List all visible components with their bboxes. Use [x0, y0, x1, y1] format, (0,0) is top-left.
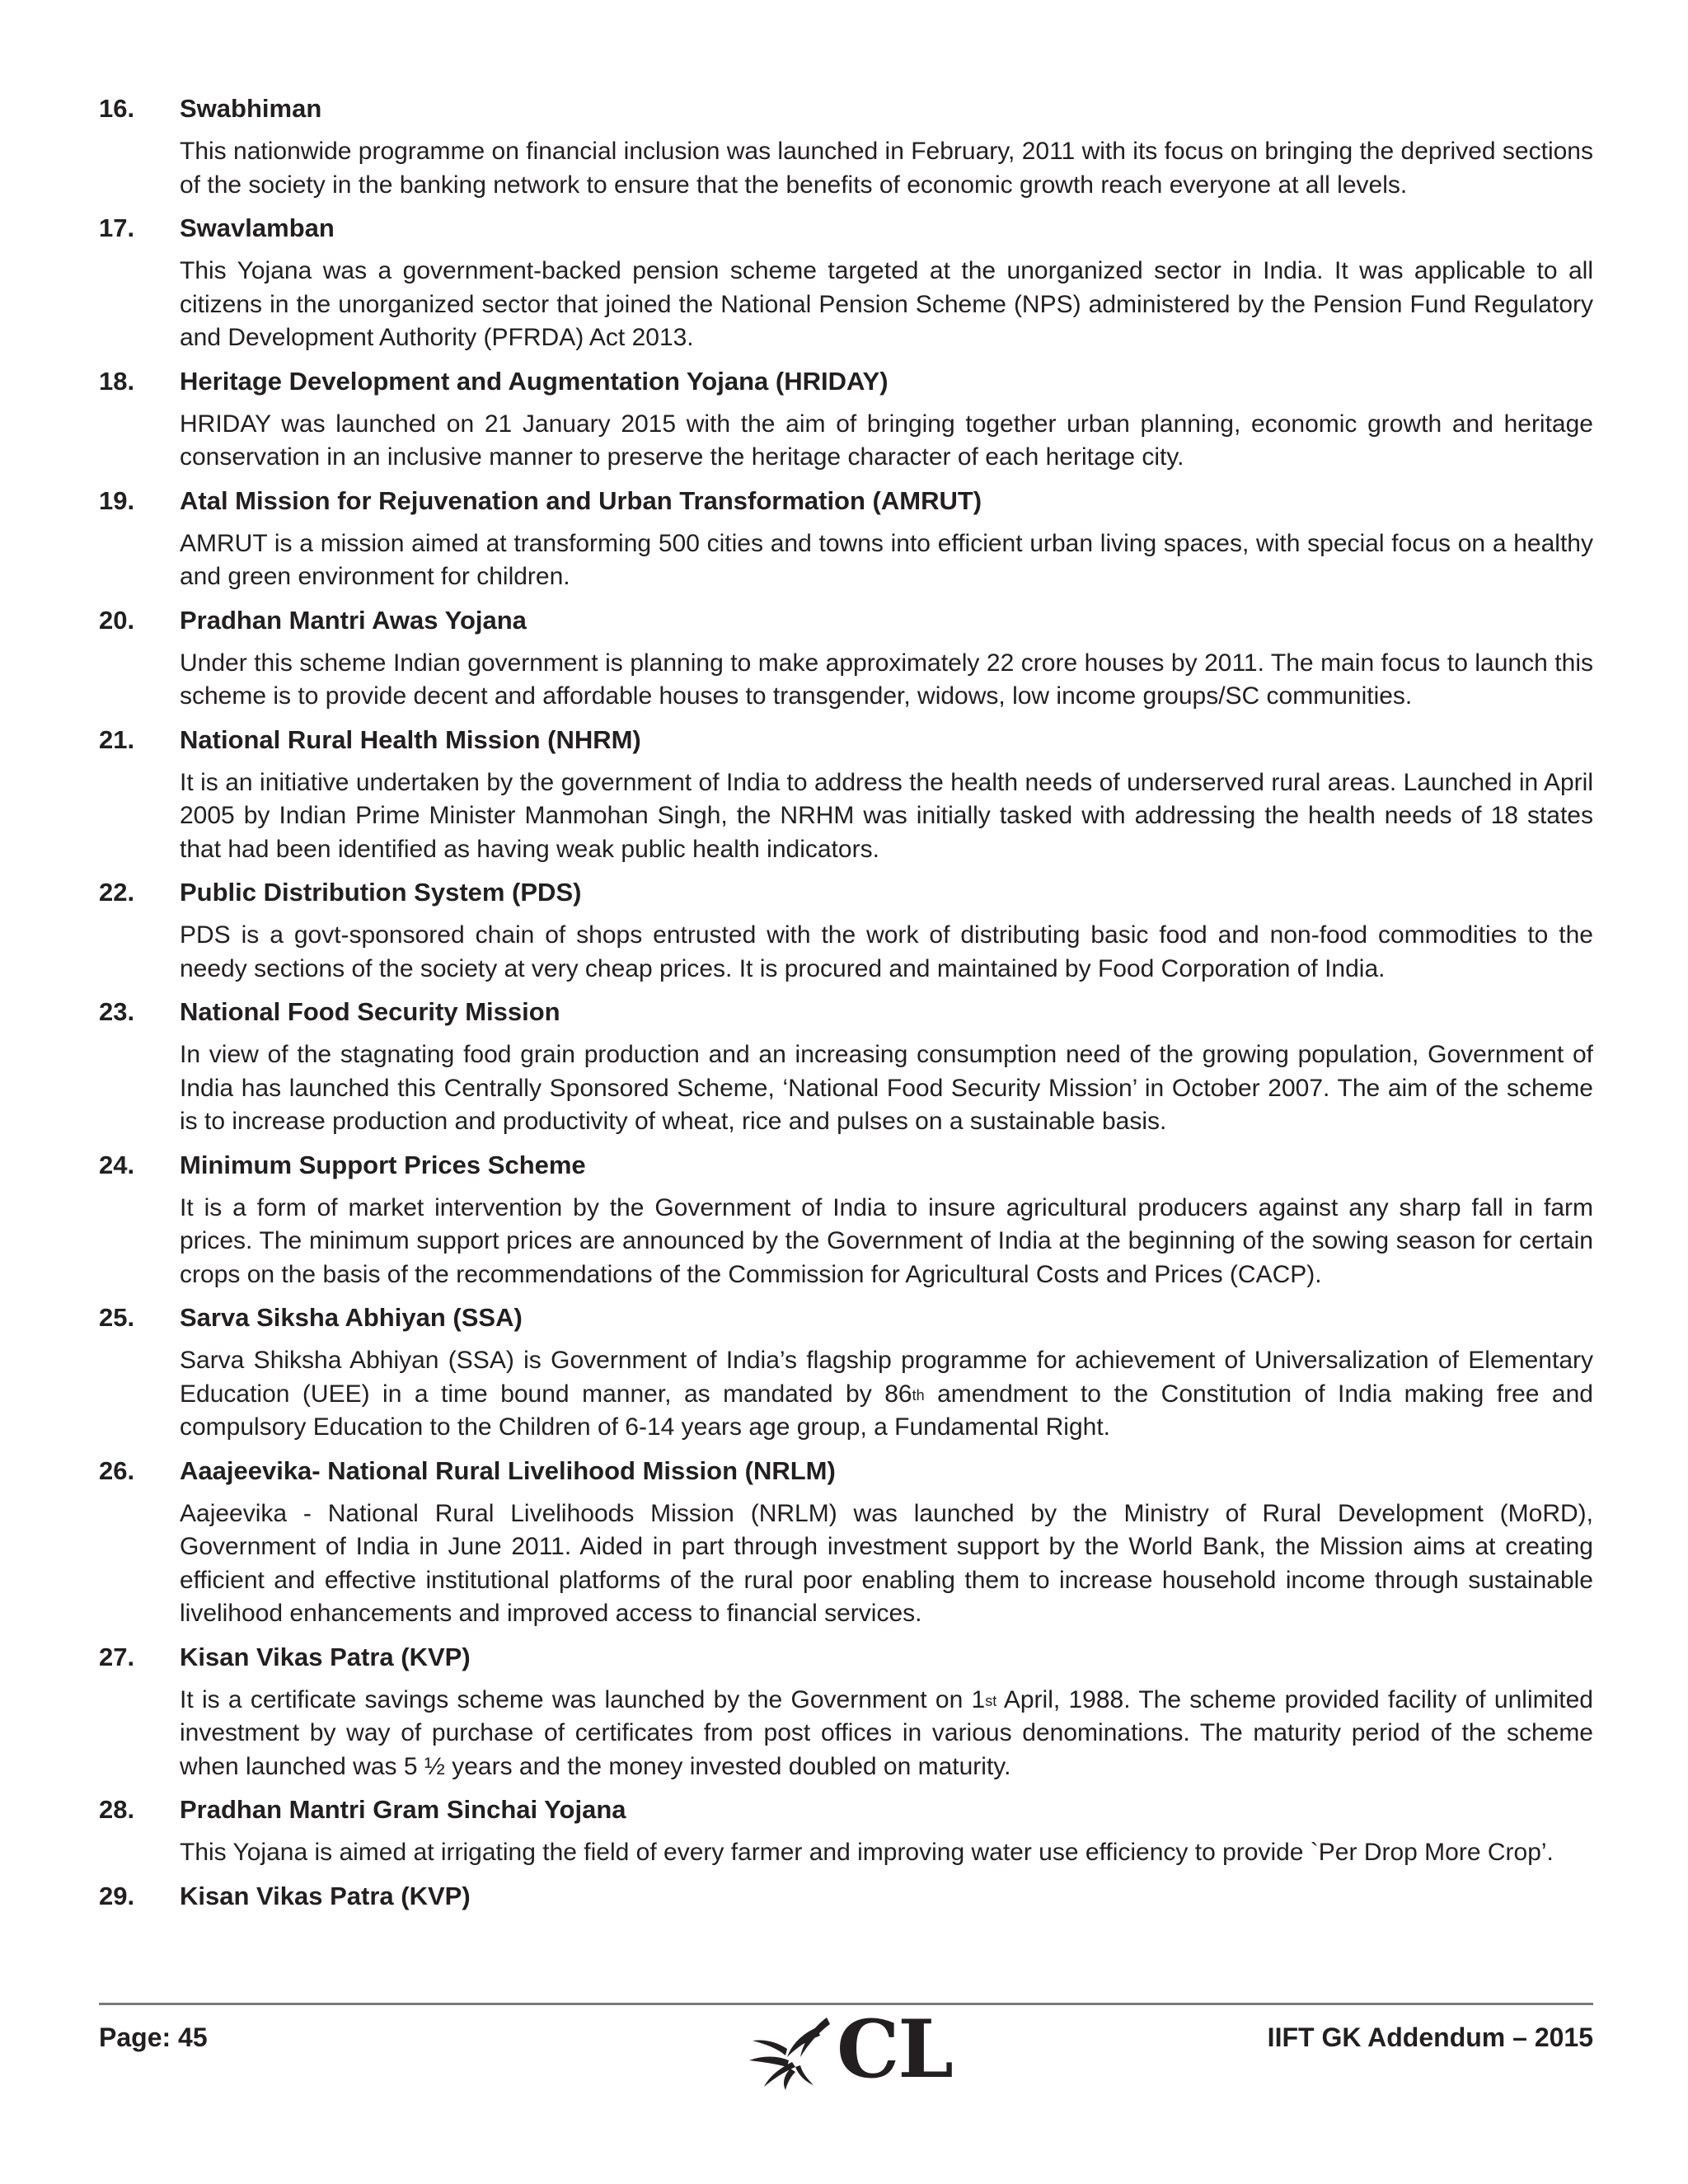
entry-body-text: April, 1988. The scheme provided facility of unlimited investment by way of purchase of certificates from post offices in various denominations. The maturity period of the scheme when launched was 5 ½ years and the money invested doubled on maturity.: [180, 1685, 1593, 1780]
entry-number: 21.: [99, 724, 135, 754]
entry-body: This nationwide programme on financial inclusion was launched in February, 2011 with its focus on bringing the deprived sections of the society in the banking network to ensure that the benefits of economic growth reach everyone at all levels.: [180, 138, 1593, 199]
entry-title: Pradhan Mantri Gram Sinchai Yojana: [180, 1795, 626, 1824]
entry-heading: [99, 1880, 1593, 1913]
publication-title: IIFT GK Addendum – 2015: [1267, 2022, 1593, 2052]
entry-number: 28.: [99, 1795, 135, 1824]
document-content: [99, 92, 1593, 1923]
entry-number: 25.: [99, 1303, 135, 1332]
entry-title: Pradhan Mantri Awas Yojana: [180, 605, 527, 635]
entry-body-text: Sarva Shiksha Abhiyan (SSA) is Government of India’s flagship programme for achievement of Universalization of Elementary Education (UEE) in a time bound manner, as mandated by 86: [180, 1347, 1593, 1408]
entry-22: [99, 876, 1593, 986]
entry-heading: [99, 1455, 1593, 1488]
entry-heading: [99, 1641, 1593, 1674]
entry-number: 26.: [99, 1455, 135, 1485]
entry-title: Minimum Support Prices Scheme: [180, 1150, 586, 1179]
entry-heading: [99, 212, 1593, 245]
entry-24: [99, 1149, 1593, 1292]
entry-body: Aajeevika - National Rural Livelihoods Mission (NRLM) was launched by the Ministry of Rural Development (MoRD), Government of India in June 2011. Aided in part through investment support by the World Bank, the Mission aims at creating efficient and effective institutional platforms of the rural poor enabling them to increase household income through sustainable livelihood enhancements and improved access to financial services.: [180, 1499, 1593, 1627]
entry-number: 27.: [99, 1642, 135, 1671]
entry-28: [99, 1793, 1593, 1870]
brand-logo: CL: [837, 2003, 952, 2096]
entry-title: Sarva Siksha Abhiyan (SSA): [180, 1303, 523, 1332]
entry-number: 18.: [99, 366, 135, 396]
entry-title: Aaajeevika- National Rural Livelihood Mission (NRLM): [180, 1455, 836, 1485]
entry-title: National Food Security Mission: [180, 997, 560, 1026]
entry-19: [99, 485, 1593, 594]
entry-body: [180, 1684, 1593, 1784]
entry-number: 20.: [99, 605, 135, 635]
entry-title: National Rural Health Mission (NHRM): [180, 724, 641, 754]
entry-body: HRIDAY was launched on 21 January 2015 with the aim of bringing together urban planning, economic growth and heritage conservation in an inclusive manner to preserve the heritage character of each heritage city.: [180, 410, 1593, 471]
entry-26: [99, 1455, 1593, 1631]
entry-21: [99, 724, 1593, 867]
entry-number: 29.: [99, 1881, 135, 1910]
entry-heading: [99, 1301, 1593, 1334]
entry-20: [99, 604, 1593, 714]
entry-23: [99, 996, 1593, 1139]
entry-heading: [99, 876, 1593, 909]
entry-heading: [99, 604, 1593, 637]
entry-body-text: It is a certificate savings scheme was launched by the Government on 1: [180, 1685, 986, 1713]
entry-body: [180, 1344, 1593, 1445]
entry-18: [99, 365, 1593, 475]
entry-body: Under this scheme Indian government is planning to make approximately 22 crore houses by 2011. The main focus to launch this scheme is to provide decent and affordable houses to transgender, widows, low income groups/SC communities.: [180, 649, 1593, 710]
entry-heading: [99, 724, 1593, 757]
entry-title: Swavlamban: [180, 213, 335, 242]
entry-title: Kisan Vikas Patra (KVP): [180, 1881, 471, 1910]
entry-title: Swabhiman: [180, 94, 322, 123]
entry-number: 23.: [99, 997, 135, 1026]
entry-16: [99, 92, 1593, 202]
entry-heading: [99, 92, 1593, 125]
entry-number: 19.: [99, 485, 135, 515]
entry-title: Kisan Vikas Patra (KVP): [180, 1642, 471, 1671]
entry-body: In view of the stagnating food grain production and an increasing consumption need of the growing population, Government of India has launched this Centrally Sponsored Scheme, ‘National Food Security Mission’ in October 2007. The aim of the scheme is to increase production and productivity of wheat, rice and pulses on a sustainable basis.: [180, 1041, 1593, 1135]
entry-29: [99, 1880, 1593, 1913]
entry-number: 22.: [99, 878, 135, 907]
entry-number: 24.: [99, 1150, 135, 1179]
entry-body: This Yojana is aimed at irrigating the field of every farmer and improving water use efficiency to provide `Per Drop More Crop’.: [180, 1839, 1554, 1866]
entry-27: [99, 1641, 1593, 1784]
entry-number: 17.: [99, 213, 135, 242]
entry-25: [99, 1301, 1593, 1445]
entry-body: AMRUT is a mission aimed at transforming 500 cities and towns into efficient urban living spaces, with special focus on a healthy and green environment for children.: [180, 529, 1593, 590]
entry-17: [99, 212, 1593, 355]
entry-heading: [99, 1793, 1593, 1826]
entry-body: It is a form of market intervention by the Government of India to insure agricultural producers against any sharp fall in farm prices. The minimum support prices are announced by the Government of India at the beginning of the sowing season for certain crops on the basis of the recommendations of the Commission for Agricultural Costs and Prices (CACP).: [180, 1193, 1593, 1288]
entry-heading: [99, 1149, 1593, 1182]
page-number: Page: 45: [99, 2022, 208, 2052]
entry-heading: [99, 365, 1593, 398]
entry-title: Heritage Development and Augmentation Yojana (HRIDAY): [180, 366, 889, 396]
entry-body-text: amendment to the Constitution of India making free and compulsory Education to the Children of 6-14 years age group, a Fundamental Right.: [180, 1380, 1593, 1441]
entry-heading: [99, 485, 1593, 518]
entry-title: Public Distribution System (PDS): [180, 878, 582, 907]
entry-body: This Yojana was a government-backed pension scheme targeted at the unorganized sector in India. It was applicable to all citizens in the unorganized sector that joined the National Pension Scheme (NPS) administered by the Pension Fund Regulatory and Development Authority (PFRDA) Act 2013.: [180, 257, 1593, 351]
ordinal-suffix: st: [985, 1692, 997, 1709]
entry-title: Atal Mission for Rejuvenation and Urban Transformation (AMRUT): [180, 485, 982, 515]
entry-number: 16.: [99, 94, 135, 123]
entry-body: It is an initiative undertaken by the government of India to address the health needs of underserved rural areas. Launched in April 2005 by Indian Prime Minister Manmohan Singh, the NRHM was initially tasked with addressing the health needs of 18 states that had been identified as having weak public health indicators.: [180, 768, 1593, 863]
entry-heading: [99, 996, 1593, 1029]
ordinal-suffix: th: [912, 1386, 925, 1404]
entry-body: PDS is a govt-sponsored chain of shops entrusted with the work of distributing basic food and non-food commodities to the needy sections of the society at very cheap prices. It is procured and maintained by Food Corporation of India.: [180, 921, 1593, 982]
